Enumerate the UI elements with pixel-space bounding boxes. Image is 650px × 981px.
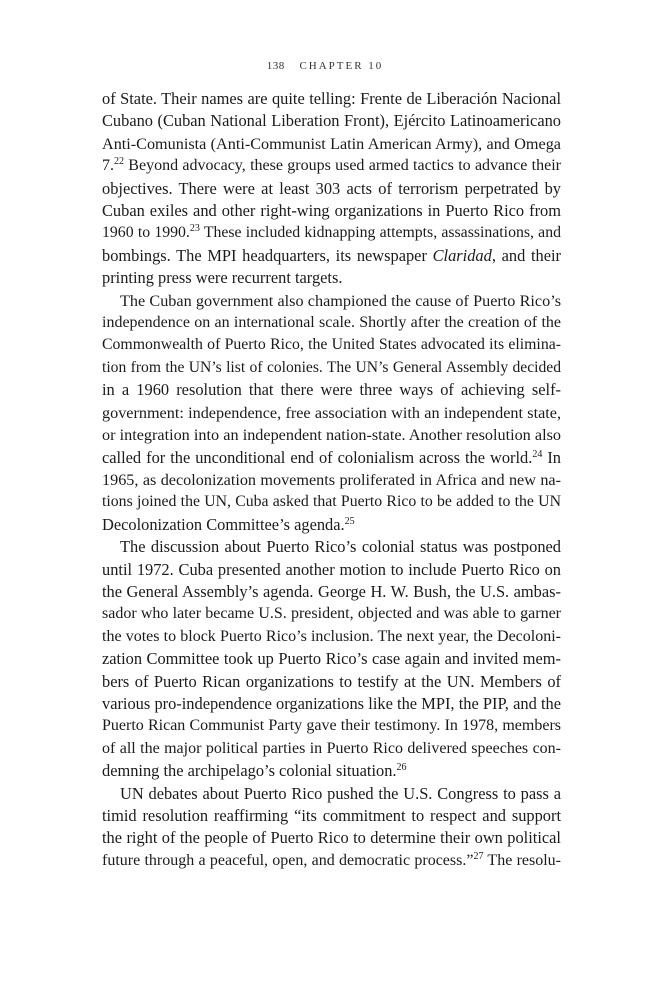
text-line [102,155,561,177]
running-head [0,60,650,72]
text-run: Beyond advocacy, these groups used armed tactics to advance their [124,157,561,175]
text-line: Cuban exiles and other right-wing organizations in Puerto Rico from [102,201,561,221]
chapter-label: CHAPTER 10 [299,60,384,72]
text-line: of State. Their names are quite telling: Frente de Liberación Nacional [102,89,561,108]
text-line: 1965, as decolonization movements proliferated in Africa and new na- [102,470,561,489]
page-number: 138 [266,60,285,72]
text-run: demning the archipelago’s colonial situation. [102,761,397,781]
text-line: The Cuban government also championed the cause of Puerto Rico’s [120,291,561,310]
text-line: independence on an international scale. Shortly after the creation of the [102,314,561,332]
footnote-ref-27: 27 [473,850,484,862]
text-line: Anti-Comunista (Anti-Communist Latin American Army), and Omega [102,134,561,153]
text-line: Commonwealth of Puerto Rico, the United States advocated its elimina- [102,336,561,354]
text-line: until 1972. Cuba presented another motion to include Puerto Rico on [102,559,561,579]
text-line: in a 1960 resolution that there were three ways of achieving self- [102,380,561,400]
text-line: the right of the people of Puerto Rico to determine their own political [102,828,561,848]
text-line [102,760,561,782]
text-line [102,245,561,267]
text-line: or integration into an independent nation-state. Another resolution also [102,426,561,445]
text-line: the General Assembly’s agenda. George H. W. Bush, the U.S. ambas- [102,581,561,601]
text-line: of all the major political parties in Puerto Rico delivered speeches con- [102,739,561,757]
body-text [102,88,561,872]
text-run: The resolu- [483,851,561,869]
text-run: Decolonization Committee’s agenda. [102,514,345,534]
text-line: tion from the UN’s list of colonies. The UN’s General Assembly decided [102,358,561,376]
footnote-ref-22: 22 [114,156,124,168]
newspaper-title: Claridad [432,245,492,265]
text-line: the votes to block Puerto Rico’s inclusion. The next year, the Decoloni- [102,627,561,645]
text-run: bombings. The MPI headquarters, its newspaper [102,245,427,265]
text-run: called for the unconditional end of colonialism across the world. [102,447,533,467]
text-line: government: independence, free association with an independent state, [102,403,561,422]
text-line: sador who later became U.S. president, objected and was able to garner [102,605,561,623]
text-run: 7. [102,157,114,175]
text-line: zation Committee took up Puerto Rico’s case again and invited mem- [102,649,561,669]
text-line: various pro-independence organizations like the MPI, the PIP, and the [102,693,561,713]
text-line [102,447,561,469]
text-line: timid resolution reaffirming “its commitment to respect and support [102,806,561,825]
text-line: Puerto Rican Communist Party gave their testimony. In 1978, members [102,717,561,735]
text-line: tions joined the UN, Cuba asked that Puerto Rico to be added to the UN [102,493,561,511]
text-run: In [542,447,561,467]
footnote-ref-23: 23 [189,223,200,235]
text-line: bers of Puerto Rican organizations to testify at the UN. Members of [102,671,561,691]
text-line: UN debates about Puerto Rico pushed the U.S. Congress to pass a [120,783,561,803]
text-line: The discussion about Puerto Rico’s colonial status was postponed [120,537,561,557]
text-run: 1960 to 1990. [102,224,190,242]
footnote-ref-26: 26 [396,762,407,774]
text-line: printing press were recurrent targets. [102,268,343,288]
text-run: future through a peaceful, open, and democratic process.” [102,851,474,869]
text-run: , and their [491,245,561,265]
footnote-ref-24: 24 [532,448,543,460]
text-run: These included kidnapping attempts, assassinations, and [199,224,561,242]
text-line [102,222,561,244]
footnote-ref-25: 25 [344,515,355,527]
text-line: objectives. There were at least 303 acts of terrorism perpetrated by [102,178,561,198]
text-line: Cubano (Cuban National Liberation Front), Ejército Latinoamericano [102,111,561,131]
text-line [102,850,561,872]
text-line [102,514,561,536]
